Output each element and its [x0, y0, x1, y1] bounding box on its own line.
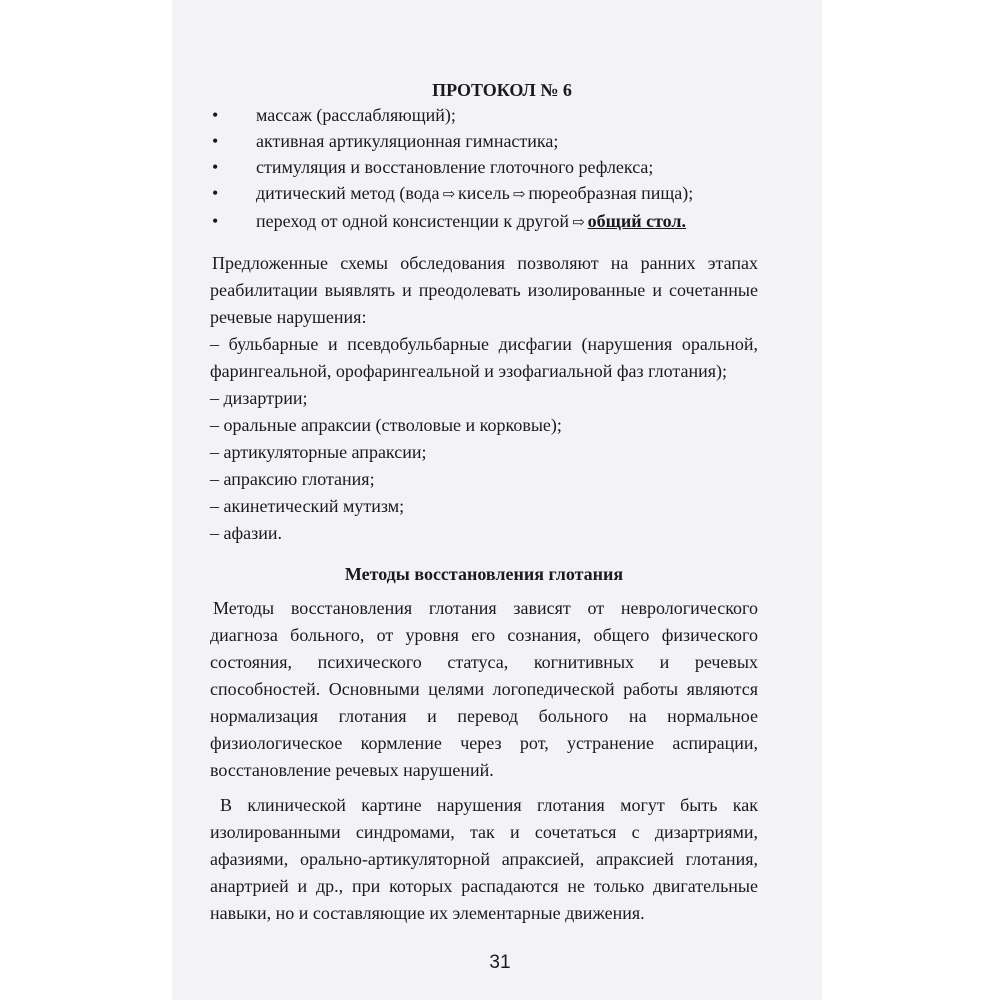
- list-item: – артикуляторные апраксии;: [210, 442, 427, 462]
- protocol-list: [210, 102, 758, 236]
- intro-paragraph: Предложенные схемы обследования позволяют на ранних этапах реабилитации выявлять и преодолевать изолированные и сочетанные речевые нарушения:: [210, 253, 758, 327]
- arrow-right-icon: ⇨: [512, 187, 526, 203]
- bullet-icon: •: [212, 131, 219, 151]
- arrow-right-icon: ⇨: [442, 187, 456, 203]
- list-item: • переход от одной консистенции к другой ⇨ общий стол.: [210, 208, 758, 236]
- disorders-list: [210, 331, 758, 547]
- section-paragraph-2: В клинической картине нарушения глотания могут быть как изолированными синдромами, так и сочетаться с дизартриями, афазиями, орально-артикуляторной апраксией, апраксией глотания, анартрией и др., при которых распадаются не только двигательные навыки, но и составляющие их элементарные движения.: [210, 795, 758, 923]
- list-item: – афазии.: [210, 523, 283, 543]
- section-paragraph-1: Методы восстановления глотания зависят от неврологического диагноза больного, от уровня его сознания, общего физического состояния, психического статуса, когнитивных и речевых способностей. Основными целями логопедической работы являются нормализация глотания и перевод больного на нормальное физиологическое кормление через рот, устранение аспирации, восстановление речевых нарушений.: [210, 598, 758, 780]
- list-item: – оральные апраксии (стволовые и корковые);: [210, 415, 562, 435]
- page-number: 31: [489, 952, 511, 973]
- list-item: – бульбарные и псевдобульбарные дисфагии (нарушения оральной, фарингеальной, орофарингеальной и эзофагиальной фаз глотания);: [210, 334, 758, 381]
- bullet-icon: •: [212, 105, 219, 125]
- list-item: – апраксию глотания;: [210, 469, 375, 489]
- bullet-icon: •: [212, 157, 219, 177]
- protocol-title: ПРОТОКОЛ № 6: [432, 80, 572, 100]
- section-heading: Методы восстановления глотания: [344, 564, 624, 584]
- bullet-icon: •: [212, 211, 219, 231]
- arrow-right-icon: ⇨: [572, 215, 585, 231]
- list-item: • массаж (расслабляющий);: [210, 102, 758, 128]
- list-item: – акинетический мутизм;: [210, 496, 405, 516]
- list-item: • активная артикуляционная гимнастика;: [210, 128, 758, 154]
- list-item: – дизартрии;: [210, 388, 308, 408]
- page-content: [210, 78, 758, 927]
- list-item: • дитический метод (вода ⇨ кисель ⇨ пюреобразная пища);: [210, 180, 758, 208]
- list-item: • стимуляция и восстановление глоточного рефлекса;: [210, 154, 758, 180]
- bullet-icon: •: [212, 183, 219, 203]
